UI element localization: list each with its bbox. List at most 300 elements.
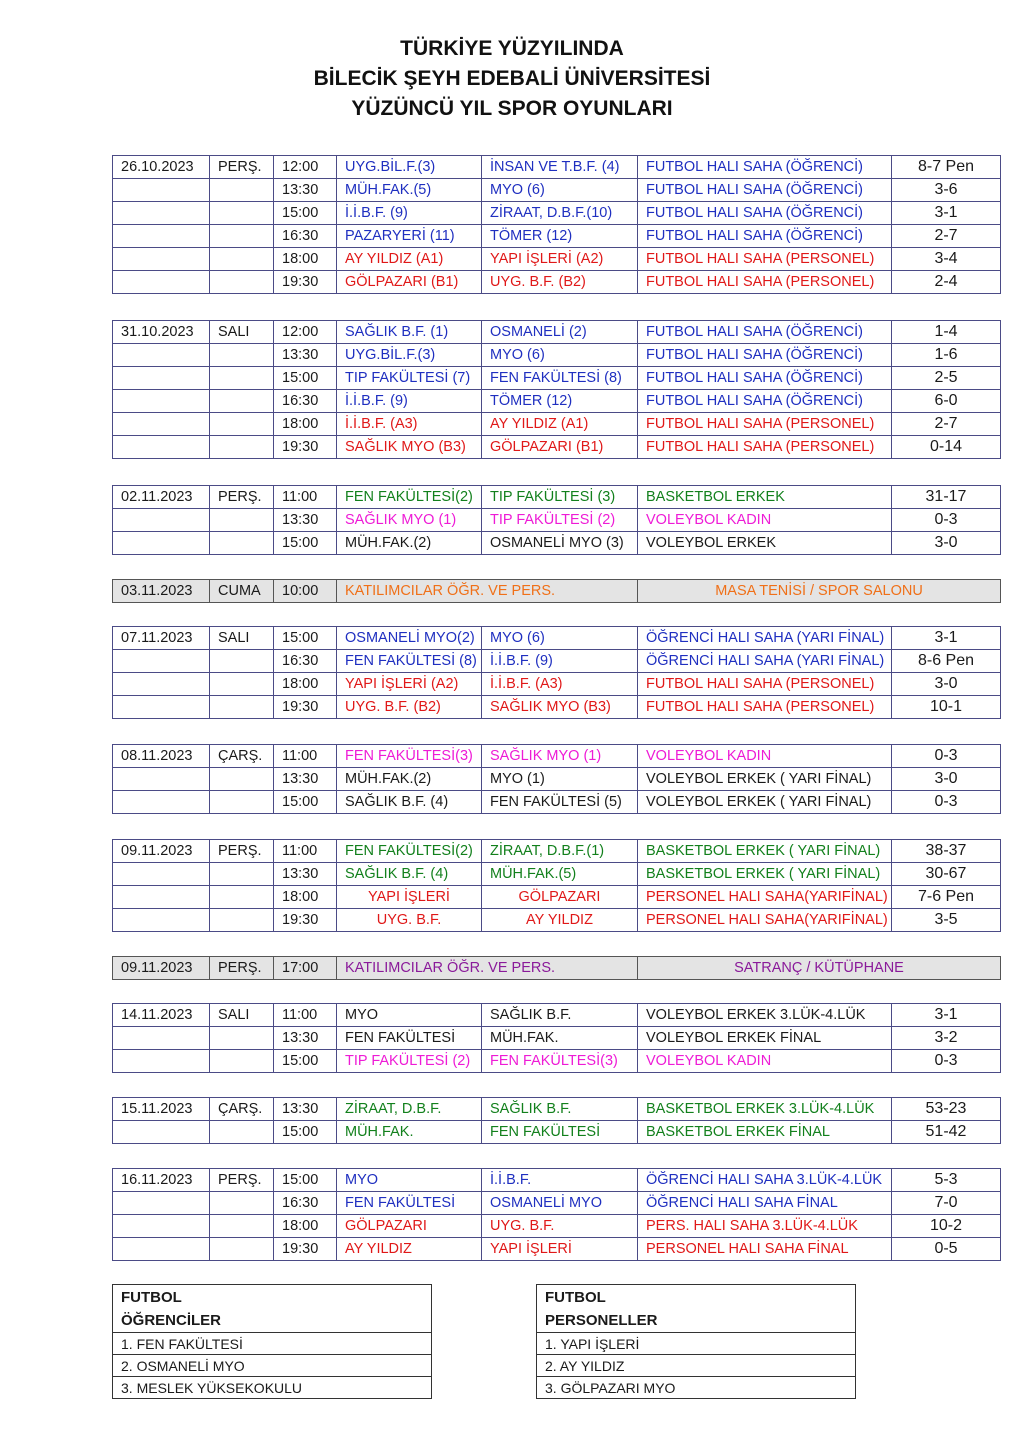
- table-row: [113, 271, 1001, 294]
- day-cell: PERŞ.: [210, 486, 274, 509]
- away-team-cell: GÖLPAZARI: [482, 886, 638, 909]
- time-cell: 13:30: [274, 1027, 337, 1050]
- title-line-1: TÜRKİYE YÜZYILINDA: [400, 37, 624, 60]
- day-cell: PERŞ.: [210, 840, 274, 863]
- date-cell: 09.11.2023: [113, 957, 210, 980]
- venue-cell: VOLEYBOL KADIN: [638, 1050, 892, 1073]
- time-cell: 17:00: [274, 957, 337, 980]
- match-day-table: [112, 1003, 1001, 1073]
- time-cell: 11:00: [274, 486, 337, 509]
- result-cell: 0-3: [892, 791, 1001, 814]
- venue-cell: ÖĞRENCİ HALI SAHA (YARI FİNAL): [638, 627, 892, 650]
- standing-heading: [537, 1285, 856, 1333]
- table-row: [113, 1215, 1001, 1238]
- time-cell: 18:00: [274, 1215, 337, 1238]
- venue-cell: ÖĞRENCİ HALI SAHA 3.LÜK-4.LÜK: [638, 1169, 892, 1192]
- table-row: [113, 791, 1001, 814]
- time-cell: 15:00: [274, 627, 337, 650]
- match-day-table: [112, 1168, 1001, 1261]
- away-team-cell: SAĞLIK B.F.: [482, 1004, 638, 1027]
- venue-cell: VOLEYBOL ERKEK ( YARI FİNAL): [638, 791, 892, 814]
- result-cell: 8-7 Pen: [892, 156, 1001, 179]
- venue-cell: VOLEYBOL ERKEK ( YARI FİNAL): [638, 768, 892, 791]
- table-row: [113, 344, 1001, 367]
- home-team-cell: UYG. B.F.: [337, 909, 482, 932]
- time-cell: 15:00: [274, 1169, 337, 1192]
- venue-cell: BASKETBOL ERKEK: [638, 486, 892, 509]
- home-team-cell: AY YILDIZ (A1): [337, 248, 482, 271]
- time-cell: 15:00: [274, 1121, 337, 1144]
- time-cell: 11:00: [274, 840, 337, 863]
- table-row: [113, 1050, 1001, 1073]
- time-cell: 13:30: [274, 768, 337, 791]
- home-team-cell: SAĞLIK B.F. (1): [337, 321, 482, 344]
- match-day-table: [112, 1097, 1001, 1144]
- match-day-table: [112, 320, 1001, 459]
- home-team-cell: GÖLPAZARI (B1): [337, 271, 482, 294]
- time-cell: 13:30: [274, 344, 337, 367]
- table-row: [113, 390, 1001, 413]
- table-row: [113, 957, 1001, 980]
- home-team-cell: FEN FAKÜLTESİ(2): [337, 840, 482, 863]
- table-row: [113, 367, 1001, 390]
- away-team-cell: TÖMER (12): [482, 225, 638, 248]
- home-team-cell: MÜH.FAK.(2): [337, 768, 482, 791]
- result-cell: 8-6 Pen: [892, 650, 1001, 673]
- day-cell: [210, 344, 274, 367]
- time-cell: 18:00: [274, 248, 337, 271]
- result-cell: 3-1: [892, 1004, 1001, 1027]
- table-row: [113, 248, 1001, 271]
- date-cell: [113, 202, 210, 225]
- standing-table-students: [112, 1284, 432, 1399]
- venue-cell: FUTBOL HALI SAHA (ÖĞRENCİ): [638, 321, 892, 344]
- date-cell: [113, 1238, 210, 1261]
- venue-cell: FUTBOL HALI SAHA (PERSONEL): [638, 673, 892, 696]
- away-team-cell: FEN FAKÜLTESİ (8): [482, 367, 638, 390]
- day-cell: PERŞ.: [210, 1169, 274, 1192]
- home-team-cell: İ.İ.B.F. (A3): [337, 413, 482, 436]
- result-cell: 2-5: [892, 367, 1001, 390]
- table-row: [113, 1098, 1001, 1121]
- home-team-cell: SAĞLIK MYO (1): [337, 509, 482, 532]
- home-team-cell: FEN FAKÜLTESİ(3): [337, 745, 482, 768]
- date-cell: [113, 367, 210, 390]
- venue-cell: FUTBOL HALI SAHA (ÖĞRENCİ): [638, 367, 892, 390]
- date-cell: 09.11.2023: [113, 840, 210, 863]
- special-event-table: [112, 579, 1001, 603]
- venue-cell: FUTBOL HALI SAHA (PERSONEL): [638, 436, 892, 459]
- document-title: [0, 34, 1024, 124]
- special-event-table: [112, 956, 1001, 980]
- day-cell: [210, 791, 274, 814]
- day-cell: [210, 1215, 274, 1238]
- result-cell: 30-67: [892, 863, 1001, 886]
- result-cell: 7-6 Pen: [892, 886, 1001, 909]
- away-team-cell: İ.İ.B.F. (9): [482, 650, 638, 673]
- result-cell: 2-4: [892, 271, 1001, 294]
- away-team-cell: FEN FAKÜLTESİ (5): [482, 791, 638, 814]
- result-cell: 38-37: [892, 840, 1001, 863]
- date-cell: [113, 390, 210, 413]
- date-cell: [113, 1121, 210, 1144]
- venue-cell: FUTBOL HALI SAHA (ÖĞRENCİ): [638, 156, 892, 179]
- date-cell: 02.11.2023: [113, 486, 210, 509]
- time-cell: 19:30: [274, 1238, 337, 1261]
- away-team-cell: SAĞLIK B.F.: [482, 1098, 638, 1121]
- home-team-cell: YAPI İŞLERİ: [337, 886, 482, 909]
- day-cell: CUMA: [210, 580, 274, 603]
- result-cell: 2-7: [892, 413, 1001, 436]
- standing-table-staff: [536, 1284, 856, 1399]
- day-cell: [210, 1238, 274, 1261]
- time-cell: 15:00: [274, 367, 337, 390]
- away-team-cell: OSMANELİ MYO: [482, 1192, 638, 1215]
- away-team-cell: FEN FAKÜLTESİ: [482, 1121, 638, 1144]
- venue-cell: PERS. HALI SAHA 3.LÜK-4.LÜK: [638, 1215, 892, 1238]
- day-cell: [210, 202, 274, 225]
- date-cell: [113, 344, 210, 367]
- day-cell: [210, 673, 274, 696]
- venue-cell: VOLEYBOL ERKEK: [638, 532, 892, 555]
- result-cell: 0-14: [892, 436, 1001, 459]
- time-cell: 19:30: [274, 436, 337, 459]
- table-row: [113, 1121, 1001, 1144]
- result-cell: 0-3: [892, 509, 1001, 532]
- time-cell: 15:00: [274, 202, 337, 225]
- time-cell: 18:00: [274, 413, 337, 436]
- day-cell: [210, 886, 274, 909]
- match-day-table: [112, 626, 1001, 719]
- standing-item: 3. MESLEK YÜKSEKOKULU: [113, 1377, 432, 1399]
- result-cell: 3-0: [892, 673, 1001, 696]
- home-team-cell: FEN FAKÜLTESİ: [337, 1192, 482, 1215]
- standing-heading: [113, 1285, 432, 1333]
- venue-cell: FUTBOL HALI SAHA (PERSONEL): [638, 248, 892, 271]
- standing-item: 3. GÖLPAZARI MYO: [537, 1377, 856, 1399]
- away-team-cell: TIP FAKÜLTESİ (2): [482, 509, 638, 532]
- venue-cell: FUTBOL HALI SAHA (ÖĞRENCİ): [638, 344, 892, 367]
- venue-cell: ÖĞRENCİ HALI SAHA (YARI FİNAL): [638, 650, 892, 673]
- date-cell: [113, 650, 210, 673]
- away-team-cell: AY YILDIZ: [482, 909, 638, 932]
- table-row: [113, 580, 1001, 603]
- date-cell: [113, 886, 210, 909]
- away-team-cell: ZİRAAT, D.B.F.(10): [482, 202, 638, 225]
- venue-cell: FUTBOL HALI SAHA (ÖĞRENCİ): [638, 179, 892, 202]
- time-cell: 15:00: [274, 791, 337, 814]
- date-cell: 26.10.2023: [113, 156, 210, 179]
- day-cell: [210, 650, 274, 673]
- away-team-cell: GÖLPAZARI (B1): [482, 436, 638, 459]
- result-cell: 3-5: [892, 909, 1001, 932]
- time-cell: 16:30: [274, 225, 337, 248]
- venue-cell: BASKETBOL ERKEK FİNAL: [638, 1121, 892, 1144]
- result-cell: 1-6: [892, 344, 1001, 367]
- home-team-cell: SAĞLIK B.F. (4): [337, 791, 482, 814]
- date-cell: 07.11.2023: [113, 627, 210, 650]
- match-day-table: [112, 485, 1001, 555]
- date-cell: [113, 509, 210, 532]
- day-cell: [210, 768, 274, 791]
- day-cell: SALI: [210, 627, 274, 650]
- home-team-cell: İ.İ.B.F. (9): [337, 202, 482, 225]
- table-row: [113, 1169, 1001, 1192]
- result-cell: 10-2: [892, 1215, 1001, 1238]
- home-team-cell: UYG.BİL.F.(3): [337, 344, 482, 367]
- table-row: [113, 1004, 1001, 1027]
- time-cell: 16:30: [274, 650, 337, 673]
- home-team-cell: YAPI İŞLERİ (A2): [337, 673, 482, 696]
- day-cell: [210, 225, 274, 248]
- home-team-cell: İ.İ.B.F. (9): [337, 390, 482, 413]
- table-row: [113, 909, 1001, 932]
- table-row: [113, 532, 1001, 555]
- participants-cell: KATILIMCILAR ÖĞR. VE PERS.: [337, 580, 638, 603]
- result-cell: 31-17: [892, 486, 1001, 509]
- away-team-cell: MÜH.FAK.: [482, 1027, 638, 1050]
- date-cell: [113, 768, 210, 791]
- result-cell: 0-3: [892, 1050, 1001, 1073]
- day-cell: [210, 696, 274, 719]
- venue-cell: PERSONEL HALI SAHA(YARIFİNAL): [638, 886, 892, 909]
- home-team-cell: MÜH.FAK.(2): [337, 532, 482, 555]
- result-cell: 6-0: [892, 390, 1001, 413]
- table-row: [113, 321, 1001, 344]
- time-cell: 18:00: [274, 673, 337, 696]
- away-team-cell: İ.İ.B.F.: [482, 1169, 638, 1192]
- away-team-cell: TÖMER (12): [482, 390, 638, 413]
- date-cell: [113, 532, 210, 555]
- away-team-cell: ZİRAAT, D.B.F.(1): [482, 840, 638, 863]
- away-team-cell: YAPI İŞLERİ (A2): [482, 248, 638, 271]
- venue-cell: VOLEYBOL ERKEK 3.LÜK-4.LÜK: [638, 1004, 892, 1027]
- away-team-cell: YAPI İŞLERİ: [482, 1238, 638, 1261]
- home-team-cell: FEN FAKÜLTESİ (8): [337, 650, 482, 673]
- venue-cell: FUTBOL HALI SAHA (PERSONEL): [638, 413, 892, 436]
- result-cell: 51-42: [892, 1121, 1001, 1144]
- table-row: [113, 768, 1001, 791]
- result-cell: 7-0: [892, 1192, 1001, 1215]
- away-team-cell: OSMANELİ MYO (3): [482, 532, 638, 555]
- time-cell: 11:00: [274, 745, 337, 768]
- date-cell: [113, 248, 210, 271]
- standing-item: 2. AY YILDIZ: [537, 1355, 856, 1377]
- result-cell: 10-1: [892, 696, 1001, 719]
- venue-cell: VOLEYBOL ERKEK FİNAL: [638, 1027, 892, 1050]
- date-cell: [113, 1050, 210, 1073]
- away-team-cell: MYO (6): [482, 344, 638, 367]
- participants-cell: KATILIMCILAR ÖĞR. VE PERS.: [337, 957, 638, 980]
- date-cell: [113, 271, 210, 294]
- home-team-cell: TIP FAKÜLTESİ (7): [337, 367, 482, 390]
- time-cell: 13:30: [274, 179, 337, 202]
- day-cell: [210, 413, 274, 436]
- home-team-cell: MYO: [337, 1004, 482, 1027]
- time-cell: 11:00: [274, 1004, 337, 1027]
- table-row: [113, 627, 1001, 650]
- time-cell: 13:30: [274, 509, 337, 532]
- date-cell: [113, 413, 210, 436]
- away-team-cell: İ.İ.B.F. (A3): [482, 673, 638, 696]
- date-cell: 14.11.2023: [113, 1004, 210, 1027]
- result-cell: 53-23: [892, 1098, 1001, 1121]
- date-cell: [113, 1215, 210, 1238]
- venue-cell: ÖĞRENCİ HALI SAHA FİNAL: [638, 1192, 892, 1215]
- table-row: [113, 886, 1001, 909]
- time-cell: 16:30: [274, 1192, 337, 1215]
- table-row: [113, 509, 1001, 532]
- result-cell: 3-0: [892, 768, 1001, 791]
- standing-item: 1. YAPI İŞLERİ: [537, 1333, 856, 1355]
- venue-cell: FUTBOL HALI SAHA (PERSONEL): [638, 271, 892, 294]
- day-cell: [210, 179, 274, 202]
- table-row: [113, 1238, 1001, 1261]
- away-team-cell: İNSAN VE T.B.F. (4): [482, 156, 638, 179]
- venue-cell: FUTBOL HALI SAHA (ÖĞRENCİ): [638, 202, 892, 225]
- standing-heading-line-2: ÖĞRENCİLER: [121, 1312, 222, 1329]
- match-day-table: [112, 744, 1001, 814]
- result-cell: 0-5: [892, 1238, 1001, 1261]
- home-team-cell: MÜH.FAK.(5): [337, 179, 482, 202]
- result-cell: 3-6: [892, 179, 1001, 202]
- result-cell: 3-1: [892, 627, 1001, 650]
- home-team-cell: ZİRAAT, D.B.F.: [337, 1098, 482, 1121]
- home-team-cell: FEN FAKÜLTESİ: [337, 1027, 482, 1050]
- standing-item: 1. FEN FAKÜLTESİ: [113, 1333, 432, 1355]
- away-team-cell: OSMANELİ (2): [482, 321, 638, 344]
- standing-heading-line-1: FUTBOL: [545, 1289, 606, 1306]
- away-team-cell: MYO (6): [482, 627, 638, 650]
- table-row: [113, 863, 1001, 886]
- home-team-cell: SAĞLIK B.F. (4): [337, 863, 482, 886]
- table-row: [113, 225, 1001, 248]
- venue-cell: MASA TENİSİ / SPOR SALONU: [638, 580, 1001, 603]
- date-cell: 31.10.2023: [113, 321, 210, 344]
- day-cell: [210, 1121, 274, 1144]
- match-day-table: [112, 155, 1001, 294]
- standing-heading-line-2: PERSONELLER: [545, 1312, 658, 1329]
- venue-cell: FUTBOL HALI SAHA (ÖĞRENCİ): [638, 390, 892, 413]
- date-cell: [113, 225, 210, 248]
- day-cell: [210, 509, 274, 532]
- day-cell: [210, 1050, 274, 1073]
- day-cell: [210, 248, 274, 271]
- result-cell: 2-7: [892, 225, 1001, 248]
- table-row: [113, 436, 1001, 459]
- home-team-cell: TIP FAKÜLTESİ (2): [337, 1050, 482, 1073]
- away-team-cell: UYG. B.F.: [482, 1215, 638, 1238]
- day-cell: ÇARŞ.: [210, 1098, 274, 1121]
- home-team-cell: OSMANELİ MYO(2): [337, 627, 482, 650]
- date-cell: 15.11.2023: [113, 1098, 210, 1121]
- table-row: [113, 1192, 1001, 1215]
- date-cell: 03.11.2023: [113, 580, 210, 603]
- time-cell: 13:30: [274, 1098, 337, 1121]
- day-cell: [210, 367, 274, 390]
- home-team-cell: AY YILDIZ: [337, 1238, 482, 1261]
- date-cell: [113, 436, 210, 459]
- time-cell: 12:00: [274, 156, 337, 179]
- table-row: [113, 650, 1001, 673]
- home-team-cell: GÖLPAZARI: [337, 1215, 482, 1238]
- venue-cell: VOLEYBOL KADIN: [638, 509, 892, 532]
- time-cell: 15:00: [274, 532, 337, 555]
- day-cell: [210, 1027, 274, 1050]
- table-row: [113, 1027, 1001, 1050]
- day-cell: [210, 436, 274, 459]
- day-cell: [210, 532, 274, 555]
- table-row: [113, 840, 1001, 863]
- date-cell: [113, 1027, 210, 1050]
- date-cell: [113, 179, 210, 202]
- time-cell: 19:30: [274, 696, 337, 719]
- day-cell: [210, 1192, 274, 1215]
- venue-cell: FUTBOL HALI SAHA (PERSONEL): [638, 696, 892, 719]
- result-cell: 3-2: [892, 1027, 1001, 1050]
- time-cell: 12:00: [274, 321, 337, 344]
- table-row: [113, 696, 1001, 719]
- match-day-table: [112, 839, 1001, 932]
- time-cell: 13:30: [274, 863, 337, 886]
- home-team-cell: SAĞLIK MYO (B3): [337, 436, 482, 459]
- venue-cell: SATRANÇ / KÜTÜPHANE: [638, 957, 1001, 980]
- away-team-cell: FEN FAKÜLTESİ(3): [482, 1050, 638, 1073]
- venue-cell: PERSONEL HALI SAHA FİNAL: [638, 1238, 892, 1261]
- home-team-cell: MÜH.FAK.: [337, 1121, 482, 1144]
- away-team-cell: SAĞLIK MYO (B3): [482, 696, 638, 719]
- date-cell: [113, 696, 210, 719]
- day-cell: [210, 863, 274, 886]
- day-cell: [210, 909, 274, 932]
- date-cell: [113, 1192, 210, 1215]
- time-cell: 19:30: [274, 909, 337, 932]
- table-row: [113, 486, 1001, 509]
- venue-cell: BASKETBOL ERKEK ( YARI FİNAL): [638, 840, 892, 863]
- venue-cell: BASKETBOL ERKEK 3.LÜK-4.LÜK: [638, 1098, 892, 1121]
- time-cell: 19:30: [274, 271, 337, 294]
- time-cell: 10:00: [274, 580, 337, 603]
- day-cell: SALI: [210, 1004, 274, 1027]
- standing-heading-line-1: FUTBOL: [121, 1289, 182, 1306]
- date-cell: 08.11.2023: [113, 745, 210, 768]
- table-row: [113, 156, 1001, 179]
- date-cell: [113, 863, 210, 886]
- title-line-3: YÜZÜNCÜ YIL SPOR OYUNLARI: [351, 97, 673, 120]
- date-cell: [113, 791, 210, 814]
- table-row: [113, 179, 1001, 202]
- table-row: [113, 413, 1001, 436]
- table-row: [113, 673, 1001, 696]
- home-team-cell: PAZARYERİ (11): [337, 225, 482, 248]
- day-cell: ÇARŞ.: [210, 745, 274, 768]
- day-cell: PERŞ.: [210, 957, 274, 980]
- time-cell: 15:00: [274, 1050, 337, 1073]
- date-cell: [113, 909, 210, 932]
- standing-item: 2. OSMANELİ MYO: [113, 1355, 432, 1377]
- away-team-cell: TIP FAKÜLTESİ (3): [482, 486, 638, 509]
- away-team-cell: MYO (1): [482, 768, 638, 791]
- title-line-2: BİLECİK ŞEYH EDEBALİ ÜNİVERSİTESİ: [313, 67, 711, 90]
- home-team-cell: MYO: [337, 1169, 482, 1192]
- result-cell: 3-4: [892, 248, 1001, 271]
- day-cell: SALI: [210, 321, 274, 344]
- home-team-cell: FEN FAKÜLTESİ(2): [337, 486, 482, 509]
- result-cell: 1-4: [892, 321, 1001, 344]
- table-row: [113, 745, 1001, 768]
- time-cell: 18:00: [274, 886, 337, 909]
- result-cell: 3-1: [892, 202, 1001, 225]
